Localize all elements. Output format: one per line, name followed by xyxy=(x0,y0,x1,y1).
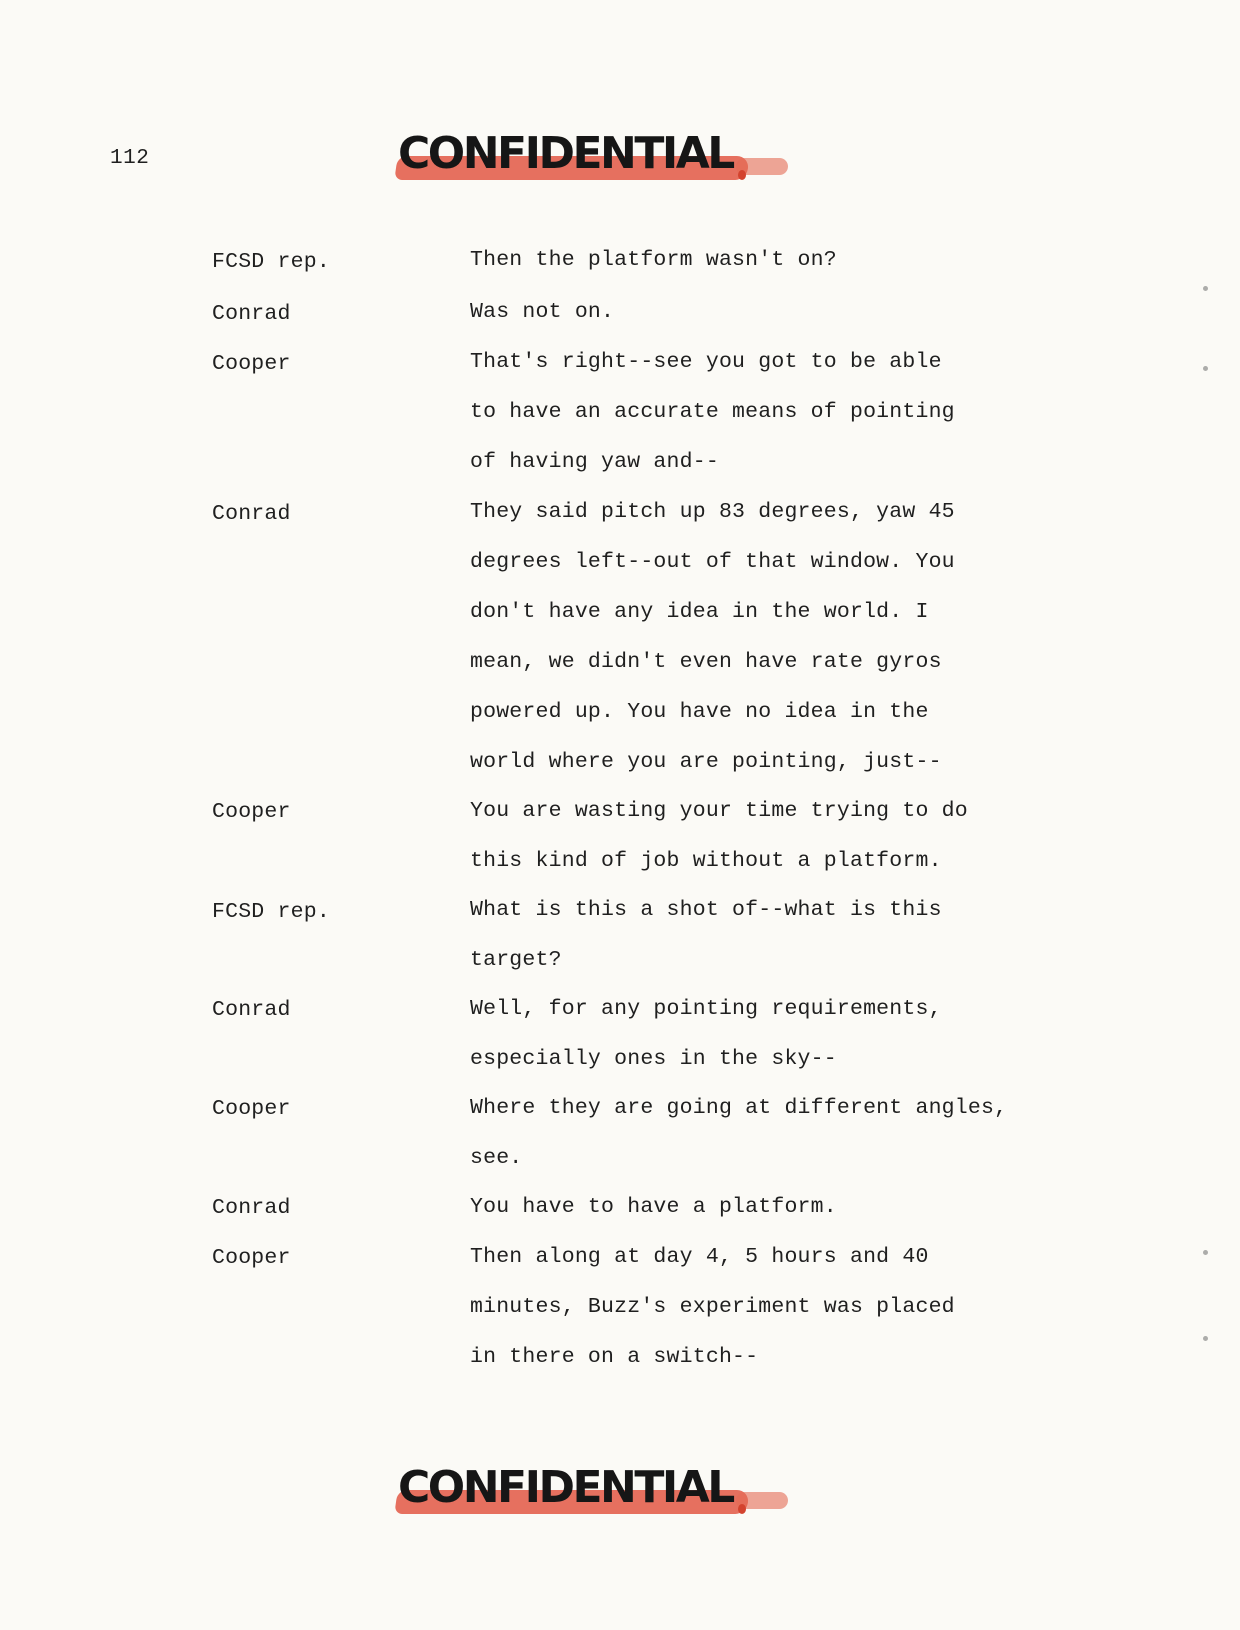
red-ink-blot xyxy=(738,170,746,180)
transcript-line: degrees left--out of that window. You xyxy=(470,550,955,574)
transcript-line: That's right--see you got to be able xyxy=(470,350,942,374)
speaker-label: Cooper xyxy=(212,352,291,376)
transcript-line: world where you are pointing, just-- xyxy=(470,750,942,774)
transcript-line: especially ones in the sky-- xyxy=(470,1047,837,1071)
transcript-line: minutes, Buzz's experiment was placed xyxy=(470,1295,955,1319)
transcript-line: don't have any idea in the world. I xyxy=(470,600,929,624)
page-number: 112 xyxy=(110,147,150,170)
transcript-line: powered up. You have no idea in the xyxy=(470,700,929,724)
transcript-line: of having yaw and-- xyxy=(470,450,719,474)
transcript-line: in there on a switch-- xyxy=(470,1345,759,1369)
transcript-line: What is this a shot of--what is this xyxy=(470,898,942,922)
confidential-stamp-bottom xyxy=(398,1460,778,1520)
speaker-label: FCSD rep. xyxy=(212,250,330,274)
margin-speck xyxy=(1203,366,1208,371)
speaker-label: Conrad xyxy=(212,1196,291,1220)
margin-speck xyxy=(1203,1336,1208,1341)
transcript-line: this kind of job without a platform. xyxy=(470,849,942,873)
margin-speck xyxy=(1203,286,1208,291)
transcript-line: see. xyxy=(470,1146,523,1170)
transcript-line: to have an accurate means of pointing xyxy=(470,400,955,424)
transcript-line: Then along at day 4, 5 hours and 40 xyxy=(470,1245,929,1269)
speaker-label: Cooper xyxy=(212,1246,291,1270)
confidential-label: CONFIDENTIAL xyxy=(398,128,733,179)
speaker-label: Conrad xyxy=(212,302,291,326)
speaker-label: Cooper xyxy=(212,1097,291,1121)
transcript-line: You have to have a platform. xyxy=(470,1195,837,1219)
confidential-stamp-top xyxy=(398,126,778,186)
transcript-line: They said pitch up 83 degrees, yaw 45 xyxy=(470,500,955,524)
transcript-line: target? xyxy=(470,948,562,972)
transcript-line: Was not on. xyxy=(470,300,615,324)
transcript-line: mean, we didn't even have rate gyros xyxy=(470,650,942,674)
speaker-label: FCSD rep. xyxy=(212,900,330,924)
transcript-line: Where they are going at different angles, xyxy=(470,1096,1008,1120)
confidential-label: CONFIDENTIAL xyxy=(398,1462,733,1513)
transcript-line: Then the platform wasn't on? xyxy=(470,248,837,272)
speaker-label: Conrad xyxy=(212,998,291,1022)
speaker-label: Conrad xyxy=(212,502,291,526)
speaker-label: Cooper xyxy=(212,800,291,824)
transcript-line: Well, for any pointing requirements, xyxy=(470,997,942,1021)
transcript-line: You are wasting your time trying to do xyxy=(470,799,968,823)
margin-speck xyxy=(1203,1250,1208,1255)
red-ink-blot xyxy=(738,1504,746,1514)
